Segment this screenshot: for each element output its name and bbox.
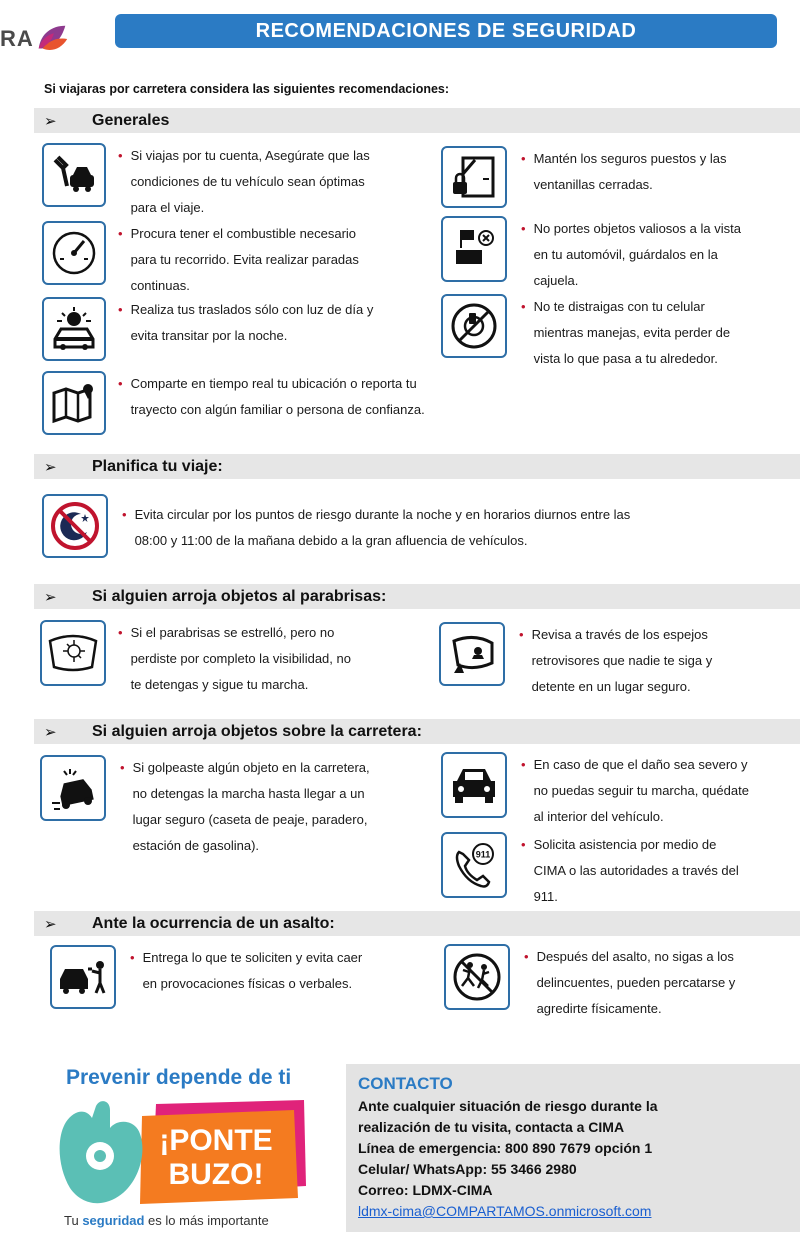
- arrow-bullet-icon: ➢: [44, 723, 57, 741]
- car-front-icon: [441, 752, 507, 818]
- ponte-buzo-badge: [56, 1098, 316, 1210]
- tip-daylight: • Realiza tus traslados sólo con luz de día y evita transitar por la noche.: [42, 297, 373, 361]
- arrow-bullet-icon: ➢: [44, 112, 57, 130]
- section-title: Ante la ocurrencia de un asalto:: [92, 914, 335, 932]
- tip-no-phone: • No te distraigas con tu celular mientras manejas, evita perder de vista lo que pasa a tu alrededor.: [441, 294, 730, 372]
- side-mirror-icon: [439, 622, 505, 686]
- no-night-icon: [42, 494, 108, 558]
- sun-car-icon: [42, 297, 106, 361]
- tip-stay-inside: • En caso de que el daño sea severo y no puedas seguir tu marcha, quédate al interior del vehículo.: [441, 752, 749, 830]
- tip-mirrors: • Revisa a través de los espejos retrovisores que nadie te siga y detente en un lugar seguro.: [439, 622, 712, 700]
- arrow-bullet-icon: ➢: [44, 458, 57, 476]
- map-pin-icon: [42, 371, 106, 435]
- section-carretera: [34, 719, 800, 744]
- section-title: Si alguien arroja objetos sobre la carretera:: [92, 722, 422, 740]
- whatsapp-line: Celular/ WhatsApp: 55 3466 2980: [358, 1161, 577, 1177]
- section-generales: [34, 108, 800, 133]
- wrench-car-icon: [42, 143, 106, 207]
- emergency-number-label: 911: [475, 849, 491, 860]
- prevenir-heading: Prevenir depende de ti: [66, 1066, 292, 1089]
- fuel-gauge-icon: [42, 221, 106, 285]
- section-asalto: [34, 911, 800, 936]
- contact-email-link[interactable]: ldmx-cima@COMPARTAMOS.onmicrosoft.com: [358, 1203, 652, 1219]
- contact-line-1: Ante cualquier situación de riesgo durante la: [358, 1098, 658, 1114]
- tip-valuables: • No portes objetos valiosos a la vista en tu automóvil, guárdalos en la cajuela.: [441, 216, 741, 294]
- brand-logo-icon: [33, 20, 71, 58]
- tip-risk-hours: • Evita circular por los puntos de riesgo durante la noche y en horarios diurnos entre las 08:00 y 11:00 de la mañana debido a la gran afluencia de vehículos.: [42, 494, 630, 558]
- section-planifica: [34, 454, 800, 479]
- no-chase-icon: [444, 944, 510, 1010]
- contact-title: CONTACTO: [358, 1074, 453, 1093]
- tip-call-911: 911 • Solicita asistencia por medio de CIMA o las autoridades a través del 911.: [441, 832, 739, 910]
- car-hit-object-icon: [40, 755, 106, 821]
- car-seat-valuables-icon: [441, 216, 507, 282]
- car-door-lock-icon: [441, 146, 507, 208]
- no-phone-driving-icon: [441, 294, 507, 358]
- tip-vehicle-condition: • Si viajas por tu cuenta, Asegúrate que las condiciones de tu vehículo sean óptimas para el viaje.: [42, 143, 370, 221]
- carjacking-icon: [50, 945, 116, 1009]
- phone-911-icon: [441, 832, 507, 898]
- tagline: Tu seguridad es lo más importante: [64, 1213, 269, 1228]
- tip-share-location: • Comparte en tiempo real tu ubicación o reporta tu trayecto con algún familiar o persona de confianza.: [42, 371, 425, 435]
- tip-locks: • Mantén los seguros puestos y las ventanillas cerradas.: [441, 146, 727, 208]
- badge-line-1: ¡PONTE: [159, 1124, 273, 1157]
- tip-hand-over: • Entrega lo que te soliciten y evita caer en provocaciones físicas o verbales.: [50, 945, 362, 1009]
- contact-line-2: realización de tu visita, contacta a CIMA: [358, 1119, 625, 1135]
- page-title: RECOMENDACIONES DE SEGURIDAD: [115, 14, 777, 48]
- cracked-windshield-icon: [40, 620, 106, 686]
- logo-text: RA: [0, 26, 34, 51]
- tip-hit-object: • Si golpeaste algún objeto en la carretera, no detengas la marcha hasta llegar a un lugar seguro (caseta de peaje, paradero, estación de gasolina).: [40, 755, 370, 859]
- tip-cracked-windshield: • Si el parabrisas se estrelló, pero no perdiste por completo la visibilidad, no te detengas y sigue tu marcha.: [40, 620, 351, 698]
- section-title: Planifica tu viaje:: [92, 457, 223, 475]
- email-label: Correo: LDMX-CIMA: [358, 1182, 493, 1198]
- tip-fuel: • Procura tener el combustible necesario para tu recorrido. Evita realizar paradas continuas.: [42, 221, 359, 299]
- section-parabrisas: [34, 584, 800, 609]
- contact-box: [346, 1064, 800, 1232]
- arrow-bullet-icon: ➢: [44, 588, 57, 606]
- section-title: Generales: [92, 111, 170, 129]
- emergency-line: Línea de emergencia: 800 890 7679 opción 1: [358, 1140, 653, 1156]
- intro-text: Si viajaras por carretera considera las siguientes recomendaciones:: [44, 82, 450, 96]
- tip-dont-follow: • Después del asalto, no sigas a los delincuentes, pueden percatarse y agredirte físicamente.: [444, 944, 735, 1022]
- badge-line-2: BUZO!: [168, 1158, 264, 1191]
- arrow-bullet-icon: ➢: [44, 915, 57, 933]
- section-title: Si alguien arroja objetos al parabrisas:: [92, 587, 387, 605]
